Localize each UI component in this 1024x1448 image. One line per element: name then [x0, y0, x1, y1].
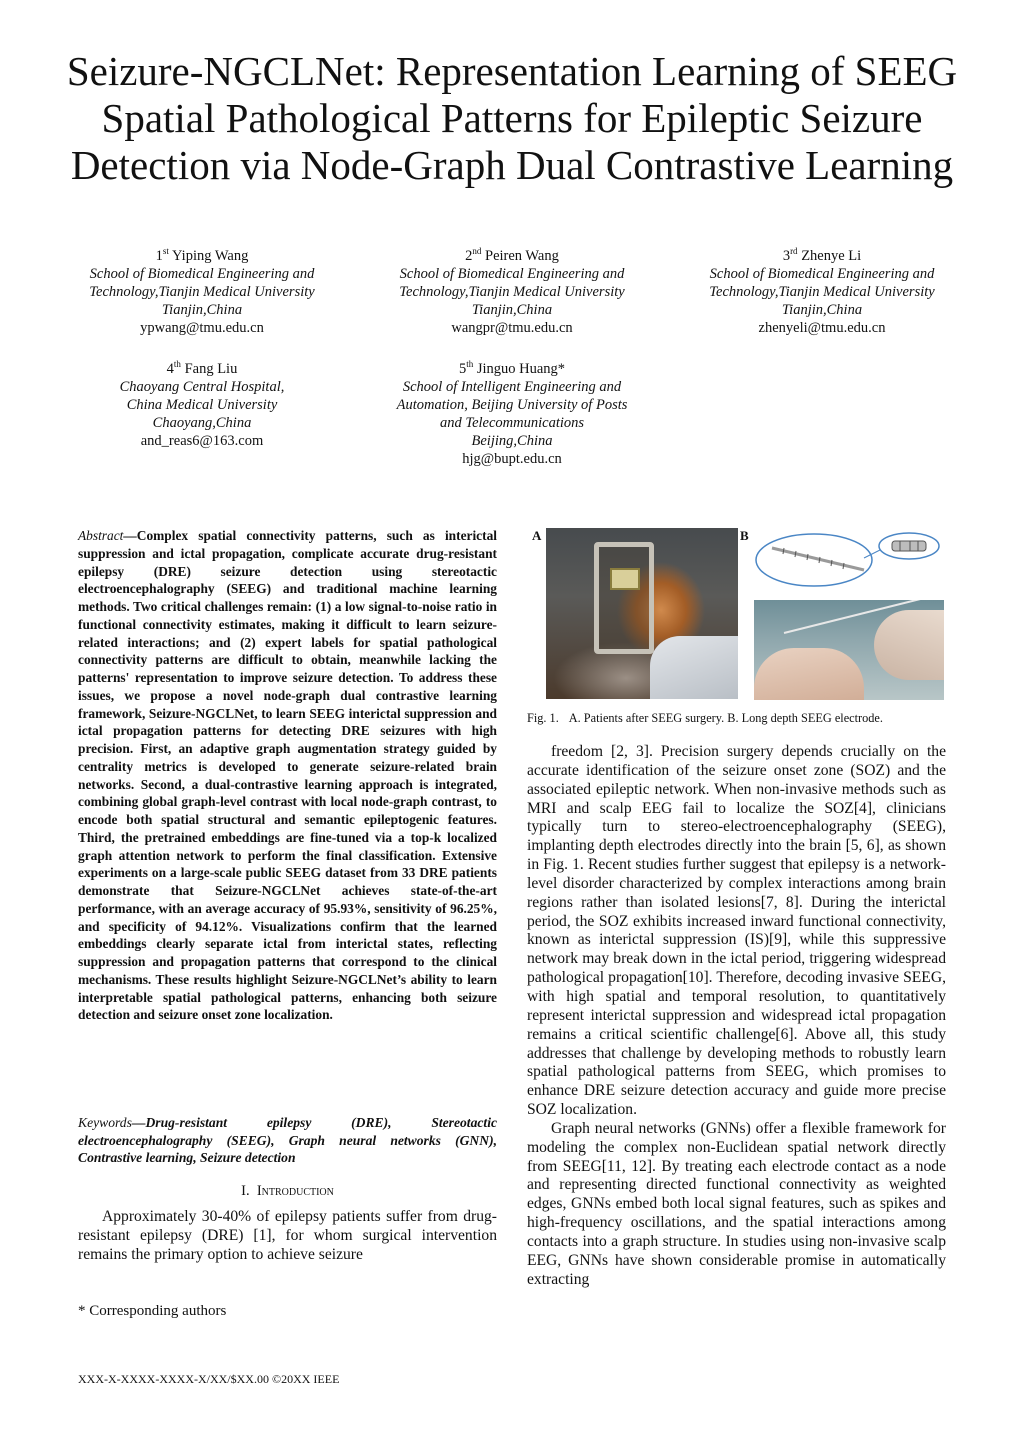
electrode-shaft [772, 548, 864, 570]
author-order-suffix: nd [472, 246, 482, 257]
footnote: * Corresponding authors [78, 1303, 227, 1319]
author-order: 2 [465, 248, 473, 264]
author-order: 4 [166, 361, 174, 377]
figure-panel-b-electrode-diagram [754, 528, 944, 598]
author-order-suffix: st [162, 246, 169, 257]
figure-caption-text: A. Patients after SEEG surgery. B. Long depth SEEG electrode. [568, 711, 883, 725]
gloved-hand-left [754, 648, 864, 700]
keywords-dash: — [131, 1115, 146, 1130]
footer-copyright: XXX-X-XXXX-XXXX-X/XX/$XX.00 ©20XX IEEE [78, 1372, 340, 1386]
author-email: hjg@bupt.edu.cn [462, 451, 562, 467]
author-affiliation-line: and Telecommunications [439, 415, 585, 431]
author-block-4 [52, 360, 352, 450]
section-heading [78, 1183, 497, 1200]
frame-clamp [610, 568, 640, 590]
electrode-zoom-ellipse [756, 534, 872, 586]
author-affiliation-line: Technology,Tianjin Medical University [89, 284, 315, 300]
author-block-2 [362, 247, 662, 337]
keywords [78, 1114, 497, 1167]
figure-panel-b-photo [754, 600, 944, 700]
author-affiliation-line: School of Intelligent Engineering and [402, 379, 622, 395]
author-email: wangpr@tmu.edu.cn [451, 320, 573, 336]
figure-panel-a-label: A [532, 528, 542, 543]
author-name: Fang Liu [184, 361, 238, 377]
author-affiliation-line: Beijing,China [471, 433, 553, 449]
body-paragraph: freedom [2, 3]. Precision surgery depends crucially on the accurate identification of the seizure onset zone (SOZ) and the associated epileptic network. When non-invasive methods such as MRI and scalp EEG fail to localize the SOZ[4], clinicians typically turn to stereo-electroencephalography (SEEG), implanting depth electrodes directly into the brain [5, 6], as shown in Fig. 1. Recent studies further suggest that epilepsy is a network-level disorder characterized by complex interactions among brain regions rather than isolated lesions[7, 8]. During the interictal period, the SOZ exhibits increased inward functional connectivity, known as interictal suppression (IS)[9], while this suppressive network may break down in the ictal period, triggering widespread pathological propagation[10]. Therefore, decoding invasive SEEG, with high spatial and temporal resolution, to quantitatively represent interictal suppression and widespread ictal propagation remains a critical scientific challenge[6]. Above all, this study addresses that challenge by developing methods to robustly learn spatial pathological patterns from SEEG, which promises to enhance DRE seizure detection accuracy and guide more precise SOZ localization. [527, 743, 946, 1119]
electrode-contact-detail [892, 541, 926, 551]
author-name: Peiren Wang [485, 248, 559, 264]
author-email: zhenyeli@tmu.edu.cn [758, 320, 886, 336]
keywords-text: Drug-resistant epilepsy (DRE), Stereotactic electroencephalography (SEEG), Graph neural networks (GNN), Contrastive learning, Seizure detection [78, 1115, 497, 1165]
author-order: 5 [458, 361, 467, 377]
section-number: I. [241, 1183, 250, 1199]
author-order-suffix: th [466, 359, 474, 370]
intro-paragraph: Approximately 30-40% of epilepsy patients suffer from drug-resistant epilepsy (DRE) [1], for whom surgical intervention remains the primary option to achieve seizure [78, 1208, 497, 1263]
paper-title: Seizure-NGCLNet: Representation Learning of SEEG Spatial Pathological Patterns for Epileptic Seizure Detection via Node-Graph Dual Contrastive Learning [66, 48, 958, 188]
author-affiliation-line: Technology,Tianjin Medical University [399, 284, 625, 300]
author-affiliation-line: Automation, Beijing University of Posts [396, 397, 628, 413]
abstract [78, 527, 497, 1024]
author-name: Yiping Wang [172, 248, 249, 264]
abstract-label: Abstract [78, 528, 124, 543]
author-block-5 [362, 360, 662, 468]
author-email: and_reas6@163.com [140, 433, 264, 449]
author-name: Jinguo Huang* [476, 361, 566, 377]
author-order: 1 [155, 248, 163, 264]
figure-caption [527, 711, 947, 726]
author-affiliation-line: Chaoyang,China [152, 415, 252, 431]
author-block-1 [52, 247, 352, 337]
section-title: Introduction [256, 1183, 334, 1199]
author-affiliation-line: China Medical University [126, 397, 278, 413]
body-paragraph: Graph neural networks (GNNs) offer a flexible framework for modeling the complex non-Euclidean spatial network directly from SEEG[11, 12]. By treating each electrode contact as a node and representing directed functional connectivity as weighted edges, GNNs embed both local signal features, such as spikes and high-frequency oscillations, and the spatial interactions among contacts into a graph structure. In studies using non-invasive scalp EEG, GNNs have shown considerable promise in automatically extracting [527, 1119, 946, 1288]
author-block-3 [672, 247, 972, 337]
author-affiliation-line: Tianjin,China [161, 302, 243, 318]
author-order-suffix: rd [790, 246, 798, 257]
right-column-text [527, 743, 946, 1289]
surgical-drape [650, 636, 738, 699]
author-order: 3 [782, 248, 791, 264]
keywords-label: Keywords [78, 1115, 132, 1130]
author-affiliation-line: School of Biomedical Engineering and [89, 266, 315, 282]
author-email: ypwang@tmu.edu.cn [140, 320, 264, 336]
abstract-text: Complex spatial connectivity patterns, such as interictal suppression and ictal propagation, complicate accurate drug-resistant epilepsy (DRE) seizure detection using stereotactic electroencephalography (SEEG) and traditional machine learning methods. Two critical challenges remain: (1) a low signal-to-noise ratio in functional connectivity estimates, making it difficult to learn seizure-related interactions; and (2) expert labels for spatial pathological connectivity patterns are difficult to obtain, meanwhile lacking the patterns' representation to improve seizure detection. To address these issues, we propose a novel node-graph dual contrastive learning framework, Seizure-NGCLNet, to learn SEEG interictal suppression and ictal propagation patterns for detecting DRE seizures with high precision. First, an adaptive graph augmentation strategy guided by centrality metrics is developed to generate seizure-related brain networks. Second, a dual-contrastive learning approach is integrated, combining global graph-level contrast with local node-graph contrast, to encode both spatial structural and semantic epileptogenic features. Third, the pretrained embeddings are fine-tuned via a top-k localized graph attention network to perform the final classification. Extensive experiments on a large-scale public SEEG dataset from 33 DRE patients demonstrate that Seizure-NGCLNet achieves state-of-the-art performance, with an average accuracy of 95.93%, sensitivity of 96.25%, and specificity of 94.12%. Visualizations confirm that the learned embeddings clearly separate ictal from interictal states, reflecting suppression and propagation patterns that correspond to the clinical mechanisms. These results highlight Seizure-NGCLNet’s ability to learn interpretable spatial pathological patterns, enhancing both seizure detection and seizure onset zone localization. [78, 528, 497, 1023]
author-affiliation-line: School of Biomedical Engineering and [399, 266, 625, 282]
stereotactic-frame [594, 542, 654, 654]
figure-panel-b-label: B [740, 528, 749, 543]
author-affiliation-line: Tianjin,China [471, 302, 553, 318]
gloved-hand-right [874, 610, 944, 680]
figure-caption-number: Fig. 1. [527, 711, 559, 725]
author-affiliation-line: Technology,Tianjin Medical University [709, 284, 935, 300]
author-affiliation-line: School of Biomedical Engineering and [709, 266, 935, 282]
figure-panel-a-image [546, 528, 738, 699]
author-name: Zhenye Li [801, 248, 862, 264]
abstract-dash: — [123, 528, 137, 543]
author-affiliation-line: Chaoyang Central Hospital, [119, 379, 285, 395]
electrode-diagram-svg [754, 528, 944, 598]
author-order-suffix: th [173, 359, 181, 370]
author-affiliation-line: Tianjin,China [781, 302, 863, 318]
